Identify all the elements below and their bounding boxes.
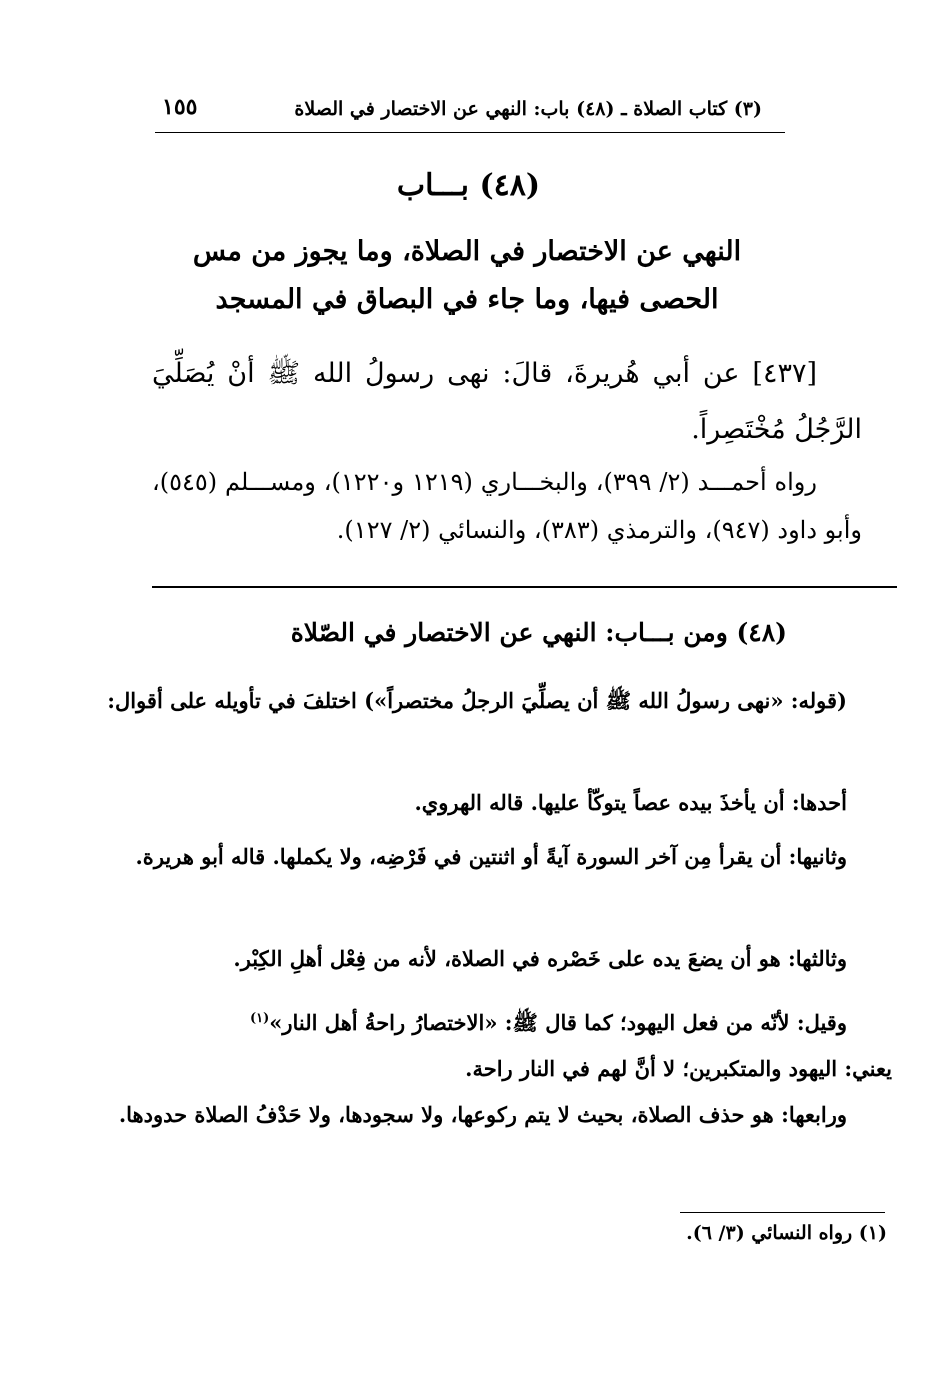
chapter-title bbox=[147, 228, 787, 324]
commentary-paragraph-6 bbox=[92, 1092, 892, 1138]
header-divider bbox=[155, 132, 785, 133]
chapter-title-line-2: الحصى فيها، وما جاء في البصاق في المسجد bbox=[215, 284, 719, 315]
hadith-source bbox=[152, 458, 862, 554]
section-divider bbox=[152, 586, 897, 588]
chapter-heading: (٤٨) بـــاب bbox=[396, 168, 541, 203]
hadith-source-text: رواه أحمـــد (٢/ ٣٩٩)، والبخـــاري (١٢١٩ و١٢٢٠)، ومســـلم (٥٤٥)، وأبو داود (٩٤٧)، والترمذي (٣٨٣)، والنسائي (٢/ ١٢٧). bbox=[152, 468, 862, 544]
commentary-paragraph-4-text: وثالثها: هو أن يضعَ يده على خَصْره في الصلاة، لأنه من فِعْل أهلِ الكِبْر. bbox=[233, 946, 847, 971]
page-number: ١٥٥ bbox=[162, 94, 198, 120]
footnote-marker[interactable]: (١) bbox=[249, 1011, 270, 1026]
footnote-divider bbox=[680, 1212, 885, 1213]
running-header-title: (٣) كتاب الصلاة ـ (٤٨) باب: النهي عن الاختصار في الصلاة bbox=[294, 98, 762, 120]
hadith-body: [٤٣٧] عن أبي هُريرةَ، قالَ: نهى رسولُ الله ﷺ أنْ يُصَلِّيَ الرَّجُلُ مُخْتَصِراً. bbox=[152, 358, 862, 445]
commentary-paragraph-5 bbox=[92, 996, 892, 1092]
commentary-paragraph-2 bbox=[92, 780, 892, 826]
commentary-heading: (٤٨) ومن بـــاب: النهي عن الاختصار في الصّلاة bbox=[290, 618, 787, 647]
footnote: (١) رواه النسائي (٣/ ٦). bbox=[686, 1222, 887, 1244]
commentary-paragraph-1-text: (قوله: «نهى رسولُ الله ﷺ أن يصلِّيَ الرجلُ مختصراً») اختلفَ في تأويله على أقوال: bbox=[107, 688, 847, 713]
commentary-paragraph-4 bbox=[92, 936, 892, 982]
hadith-text bbox=[152, 346, 862, 458]
commentary-paragraph-3 bbox=[92, 834, 892, 880]
commentary-paragraph-5-line-2: يعني: اليهود والمتكبرين؛ لا أنَّ لهم في النار راحة. bbox=[465, 1056, 892, 1081]
commentary-paragraph-6-text: ورابعها: هو حذف الصلاة، بحيث لا يتم ركوعها، ولا سجودها، ولا حَدْفُ الصلاة حدودها. bbox=[118, 1102, 847, 1127]
commentary-paragraph-2-text: أحدها: أن يأخذَ بيده عصاً يتوكّأ عليها. قاله الهروي. bbox=[414, 790, 847, 815]
chapter-title-line-1: النهي عن الاختصار في الصلاة، وما يجوز من مس bbox=[192, 236, 742, 267]
commentary-paragraph-3-text: وثانيها: أن يقرأ مِن آخر السورة آيةً أو اثنتين في فَرْضِه، ولا يكملها. قاله أبو هريرة. bbox=[135, 844, 847, 869]
commentary-paragraph-5-line-1: وقيل: لأنّه من فعل اليهود؛ كما قال ﷺ: «الاختصارُ راحةُ أهل النار» bbox=[269, 1010, 847, 1035]
commentary-paragraph-1 bbox=[92, 678, 892, 724]
